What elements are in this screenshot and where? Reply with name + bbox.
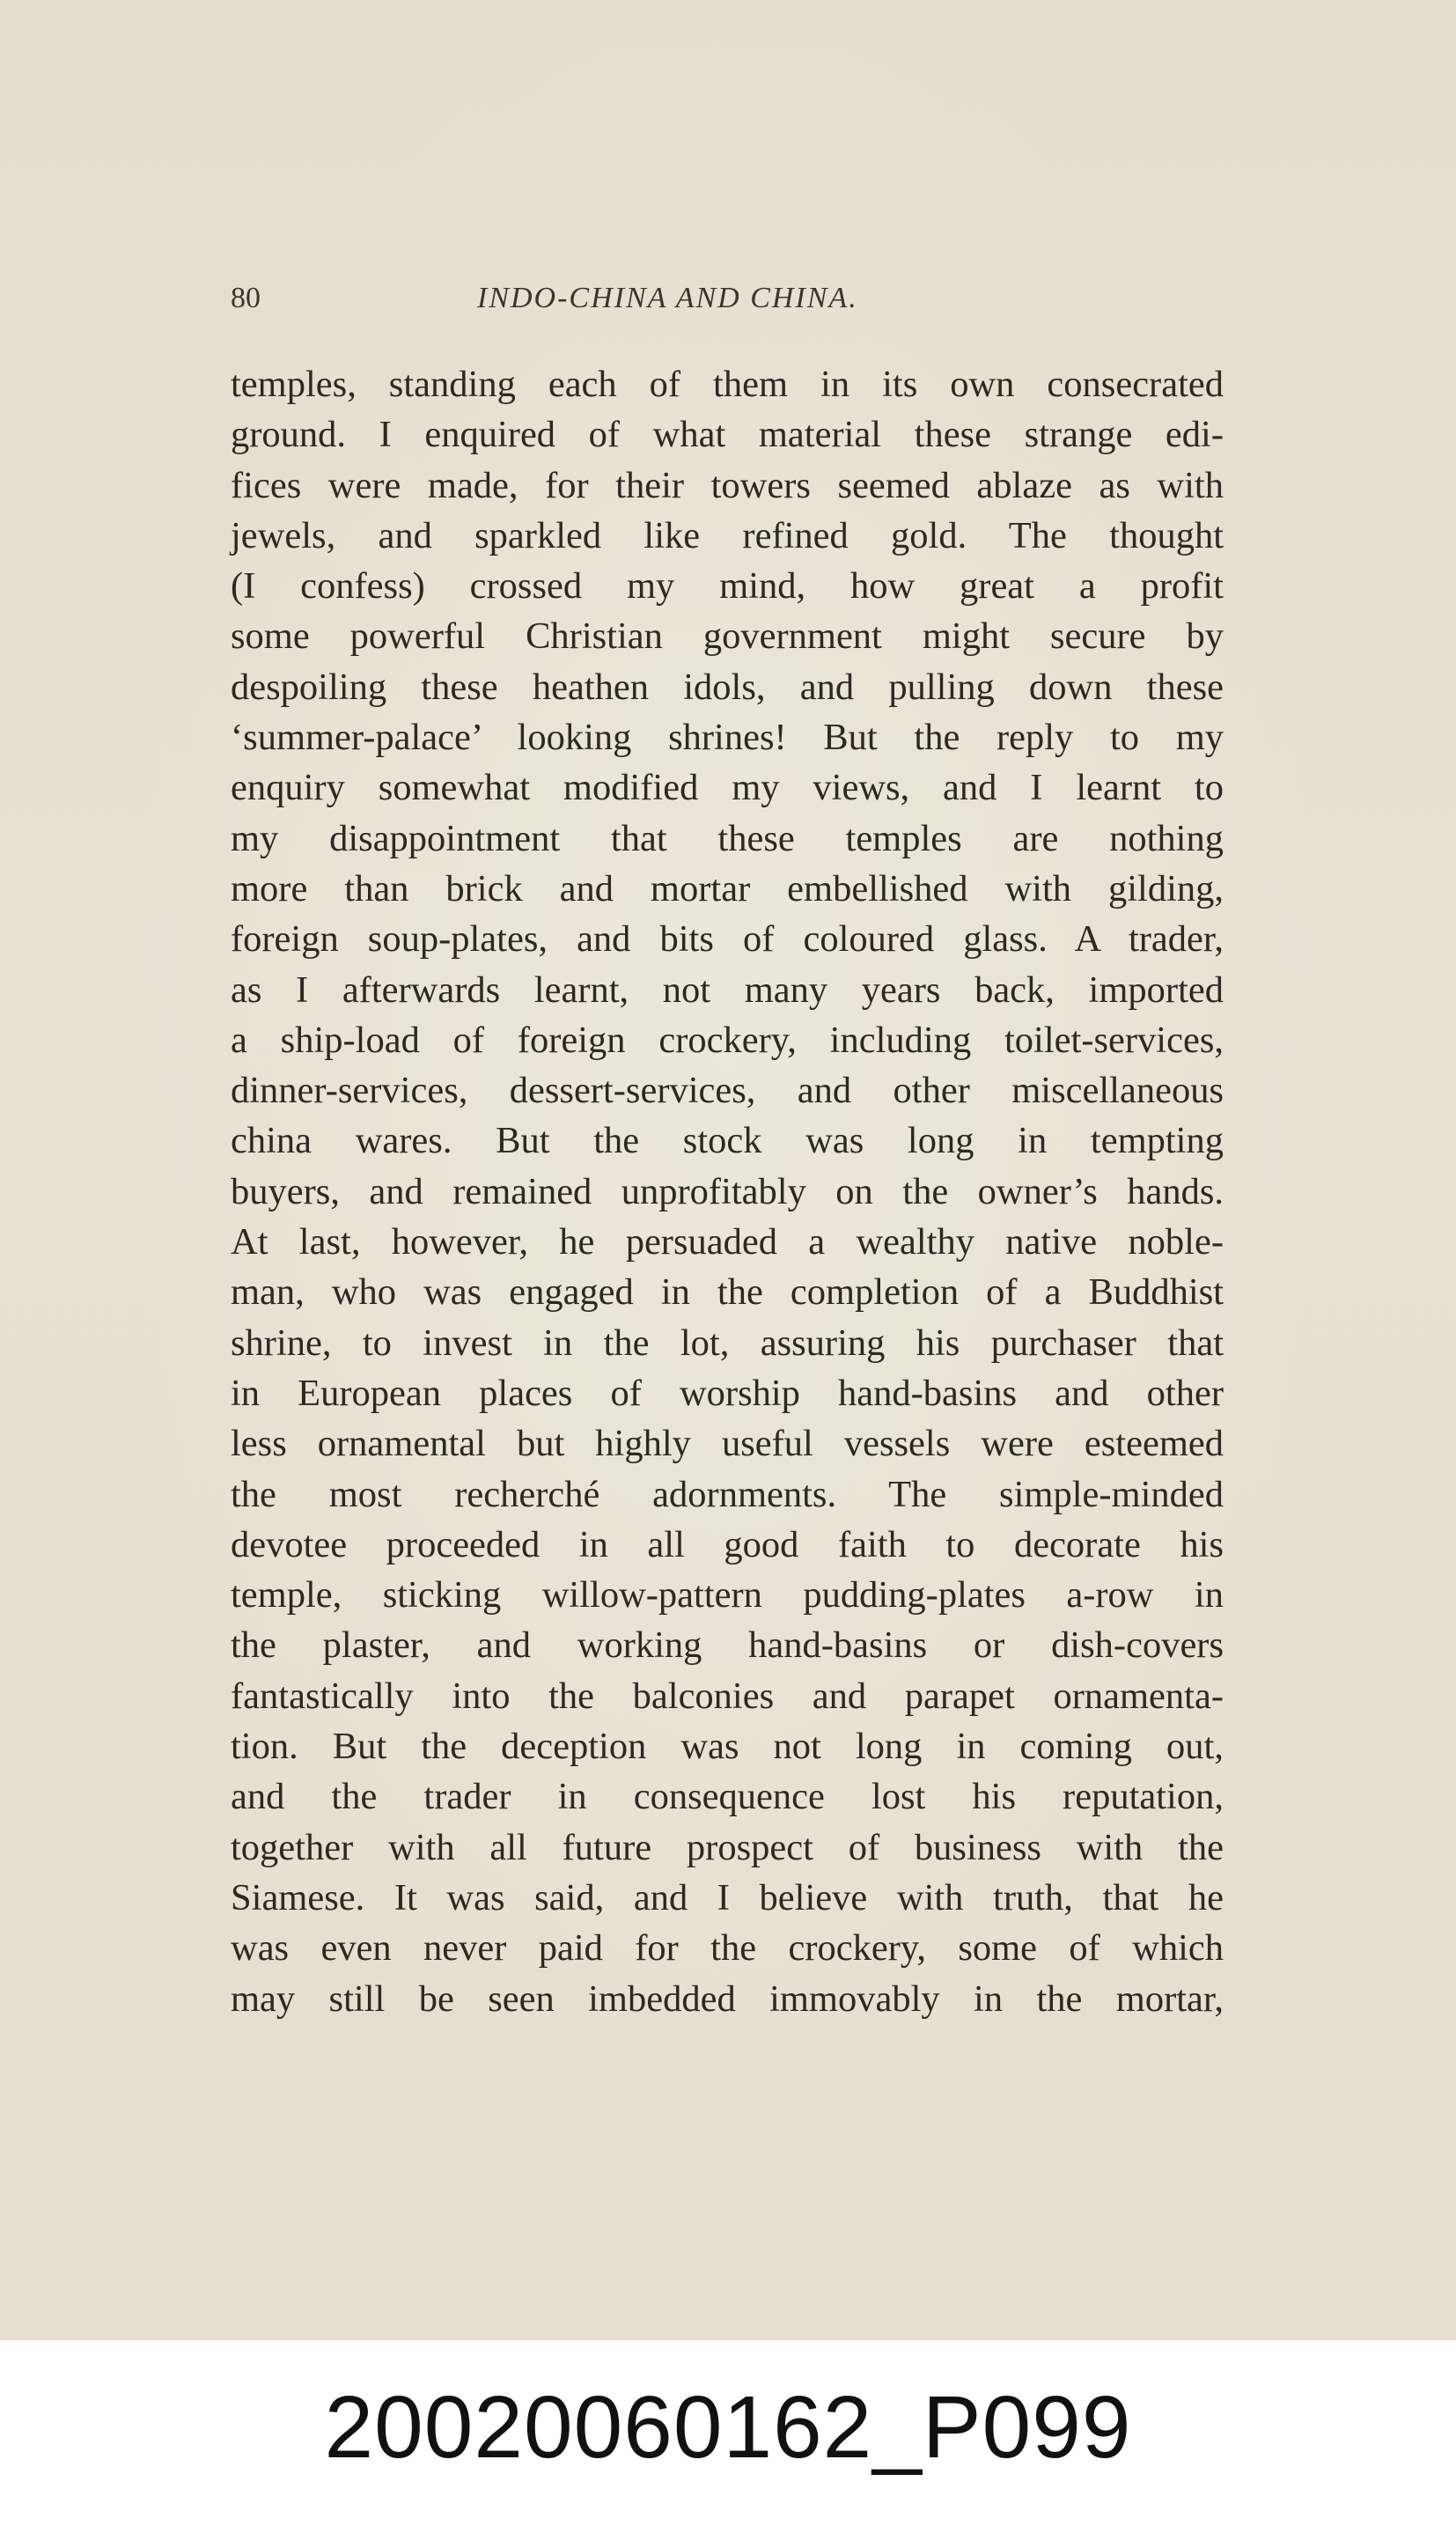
text-line: was even never paid for the crockery, some of which [231,1927,1224,1970]
text-line: despoiling these heathen idols, and pulling down these [231,666,1224,708]
text-line: Siamese. It was said, and I believe with truth, that he [231,1876,1224,1918]
text-line: tion. But the deception was not long in coming out, [231,1726,1224,1768]
text-line: devotee proceeded in all good faith to decorate his [231,1523,1224,1565]
text-line: foreign soup-plates, and bits of coloured glass. A trader, [231,918,1224,961]
text-line: the plaster, and working hand-basins or dish-covers [231,1624,1224,1667]
text-line: china wares. But the stock was long in tempting [231,1120,1224,1162]
text-line: enquiry somewhat modified my views, and I learnt to [231,767,1224,809]
page-number: 80 [231,282,261,314]
text-line: more than brick and mortar embellished with gilding, [231,867,1224,909]
running-head [231,282,1224,326]
text-line: (I confess) crossed my mind, how great a profit [231,565,1224,608]
text-line: buyers, and remained unprofitably on the owner’s hands. [231,1170,1224,1212]
text-line: my disappointment that these temples are nothing [231,817,1224,859]
text-line: in European places of worship hand-basins and other [231,1372,1224,1414]
text-line: less ornamental but highly useful vessels were esteemed [231,1423,1224,1465]
text-line: as I afterwards learnt, not many years back, imported [231,968,1224,1011]
text-line: fices were made, for their towers seemed ablaze as with [231,464,1224,506]
text-line: fantastically into the balconies and parapet ornamenta- [231,1675,1224,1717]
text-line: together with all future prospect of business with the [231,1826,1224,1868]
text-line: some powerful Christian government might secure by [231,615,1224,658]
body-text [231,359,1224,2024]
text-line: temples, standing each of them in its own consecrated [231,364,1224,405]
text-line: At last, however, he persuaded a wealthy native noble- [231,1221,1224,1263]
text-line: ground. I enquired of what material these strange edi- [231,414,1224,456]
running-title: INDO-CHINA AND CHINA. [477,282,858,314]
text-line: ‘summer-palace’ looking shrines! But the reply to my [231,717,1224,759]
text-line: the most recherché adornments. The simple-minded [231,1473,1224,1515]
text-line: jewels, and sparkled like refined gold. The thought [231,514,1224,556]
text-line: may still be seen imbedded immovably in the mortar, [231,1977,1224,2020]
text-line: and the trader in consequence lost his reputation, [231,1776,1224,1818]
text-line: temple, sticking willow-pattern pudding-plates a-row in [231,1574,1224,1616]
text-line: man, who was engaged in the completion of a Buddhist [231,1271,1224,1314]
scan-id-label: 20020060162_P099 [324,2378,1132,2477]
text-line: dinner-services, dessert-services, and other miscellaneous [231,1070,1224,1112]
text-line: shrine, to invest in the lot, assuring his purchaser that [231,1322,1224,1364]
text-line: a ship-load of foreign crockery, including toilet-services, [231,1019,1224,1061]
